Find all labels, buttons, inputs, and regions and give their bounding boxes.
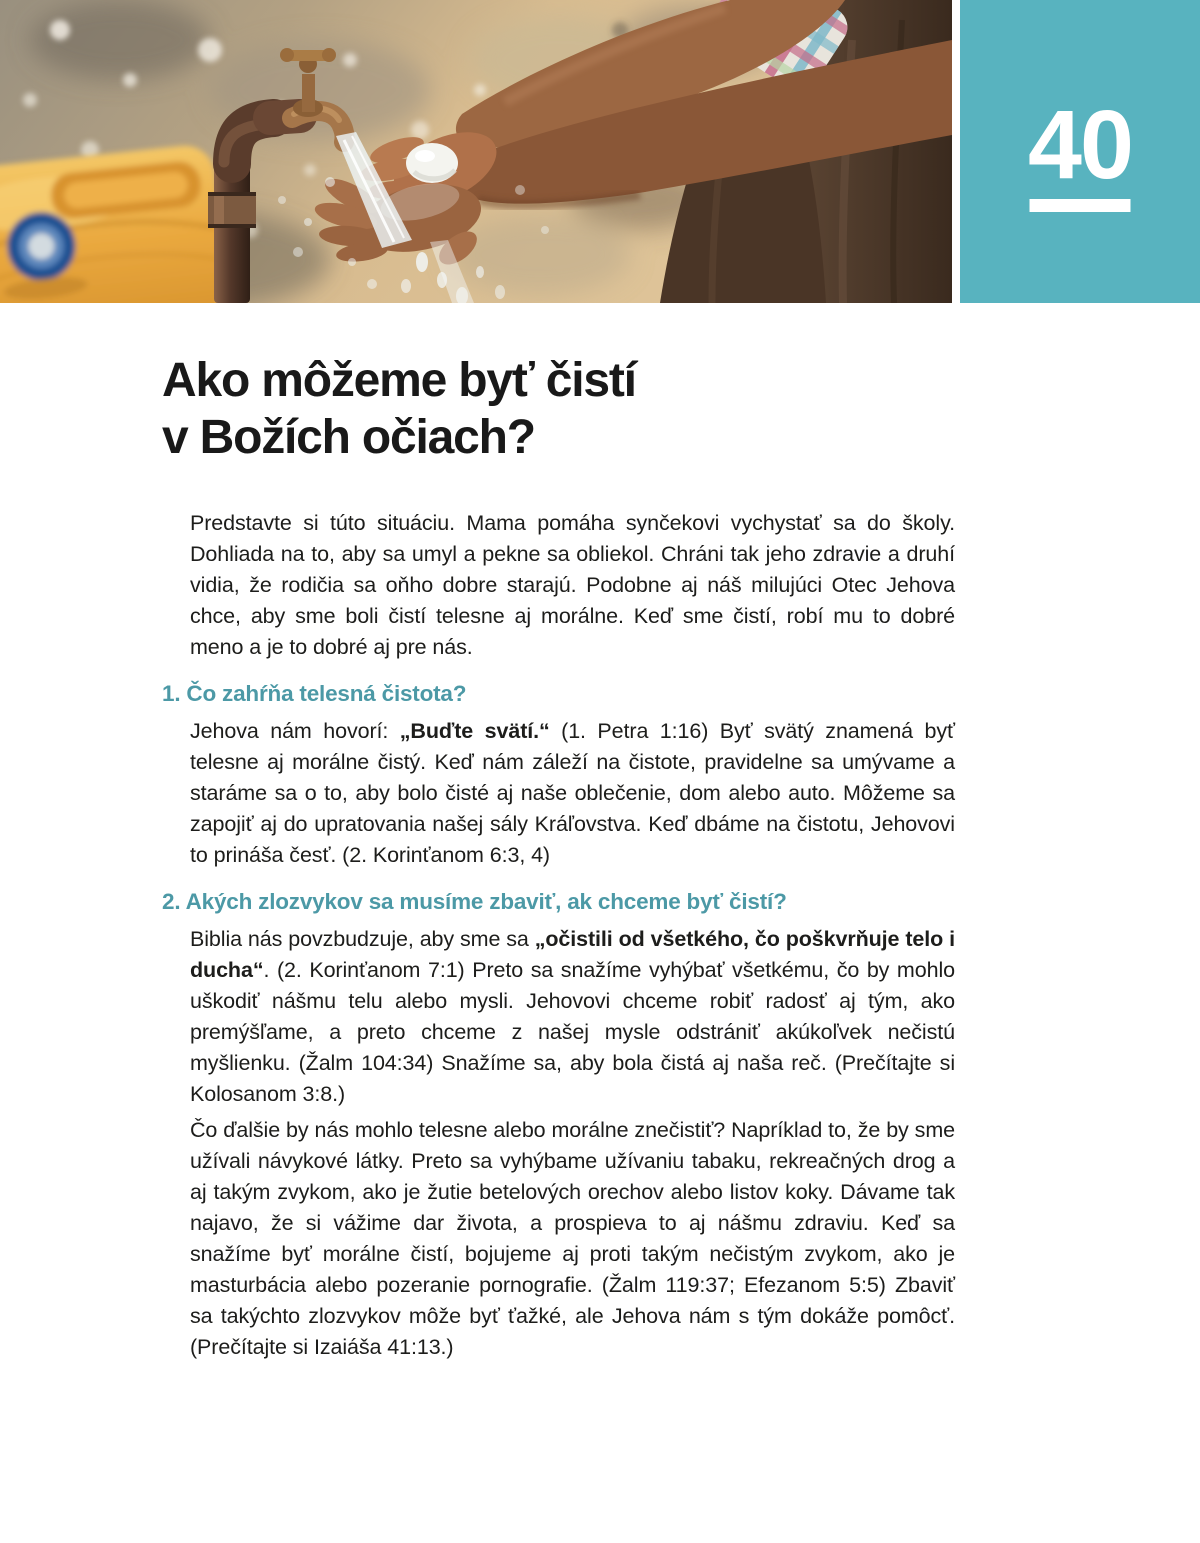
text-segment: Biblia nás povzbudzuje, aby sme sa (190, 927, 535, 951)
page-title (162, 352, 955, 466)
section-2-paragraph-1 (162, 924, 955, 1110)
section-1 (162, 678, 955, 871)
text-segment: . (2. Korinťanom 7:1) Preto sa snažíme vyhýbať všetkému, čo by mohlo uškodiť nášmu telu alebo mysli. Jehovovi chceme robiť radosť aj tým, ako premýšľame, a preto chceme z našej mysle odstrániť akúkoľvek nečistú myšlienku. (Žalm 104:34) Snažíme sa, aby bola čistá aj naša reč. (Prečítajte si Kolosanom 3:8.) (190, 958, 955, 1106)
title-line-1: Ako môžeme byť čistí (162, 354, 636, 407)
text-segment: Čo ďalšie by nás mohlo telesne alebo morálne znečistiť? Napríklad to, že by sme užívali návykové látky. Preto sa vyhýbame užívaniu tabaku, rekreačných drog a aj takým zvykom, ako je žutie betelových orechov alebo listov koky. Dávame tak najavo, že si vážime dar života, a prospieva to aj nášmu zdraviu. Keď sa snažíme byť morálne čistí, bojujeme aj proti takým nečistým zvykom, ako je masturbácia alebo pozeranie pornografie. (Žalm 119:37; Efezanom 5:5) Zbaviť sa takýchto zlozvykov môže byť ťažké, ale Jehova nám s tým dokáže pomôcť. (Prečítajte si Izaiáša 41:13.) (190, 1118, 955, 1359)
section-2-heading: 2. Akých zlozvykov sa musíme zbaviť, ak chceme byť čistí? (162, 889, 787, 914)
lesson-content (0, 352, 1200, 1363)
text-segment: Predstavte si túto situáciu. Mama pomáha synčekovi vychystať sa do školy. Dohliada na to, aby sa umyl a pekne sa obliekol. Chráni tak jeho zdravie a druhí vidia, že rodičia sa oňho dobre starajú. Podobne aj náš milujúci Otec Jehova chce, aby sme boli čistí telesne aj morálne. Keď sme čistí, robí mu to dobré meno a je to dobré aj pre nás. (190, 511, 955, 659)
lesson-number: 40 (1028, 90, 1132, 199)
section-1-heading: 1. Čo zahŕňa telesná čistota? (162, 681, 467, 706)
photo-illustration (0, 0, 952, 303)
section-1-paragraph-1 (162, 716, 955, 871)
title-line-2: v Božích očiach? (162, 411, 535, 464)
text-segment: Jehova nám hovorí: (190, 719, 400, 743)
page-header (0, 0, 1200, 303)
text-segment: (1. Petra 1:16) Byť svätý znamená byť telesne aj morálne čistý. Keď nám záleží na čistote, pravidelne sa umývame a staráme sa o to, aby bolo čisté aj naše oblečenie, dom alebo auto. Môžeme sa zapojiť aj do upratovania našej sály Kráľovstva. Keď dbáme na čistotu, Jehovovi to prináša česť. (2. Korinťanom 6:3, 4) (190, 719, 955, 867)
jerry-can (0, 143, 229, 303)
lesson-number-underline (1030, 199, 1131, 212)
section-2 (162, 886, 955, 1363)
bold-scripture-quote: „očistili od všetkého, čo poškvrňuje telo i ducha“ (190, 927, 955, 982)
intro-paragraph (162, 508, 955, 663)
handwashing-photo (0, 0, 952, 303)
section-2-paragraph-2 (162, 1115, 955, 1363)
soap-bar (406, 143, 458, 183)
lesson-number-badge (960, 0, 1200, 303)
bold-scripture-quote: „Buďte svätí.“ (399, 719, 550, 743)
